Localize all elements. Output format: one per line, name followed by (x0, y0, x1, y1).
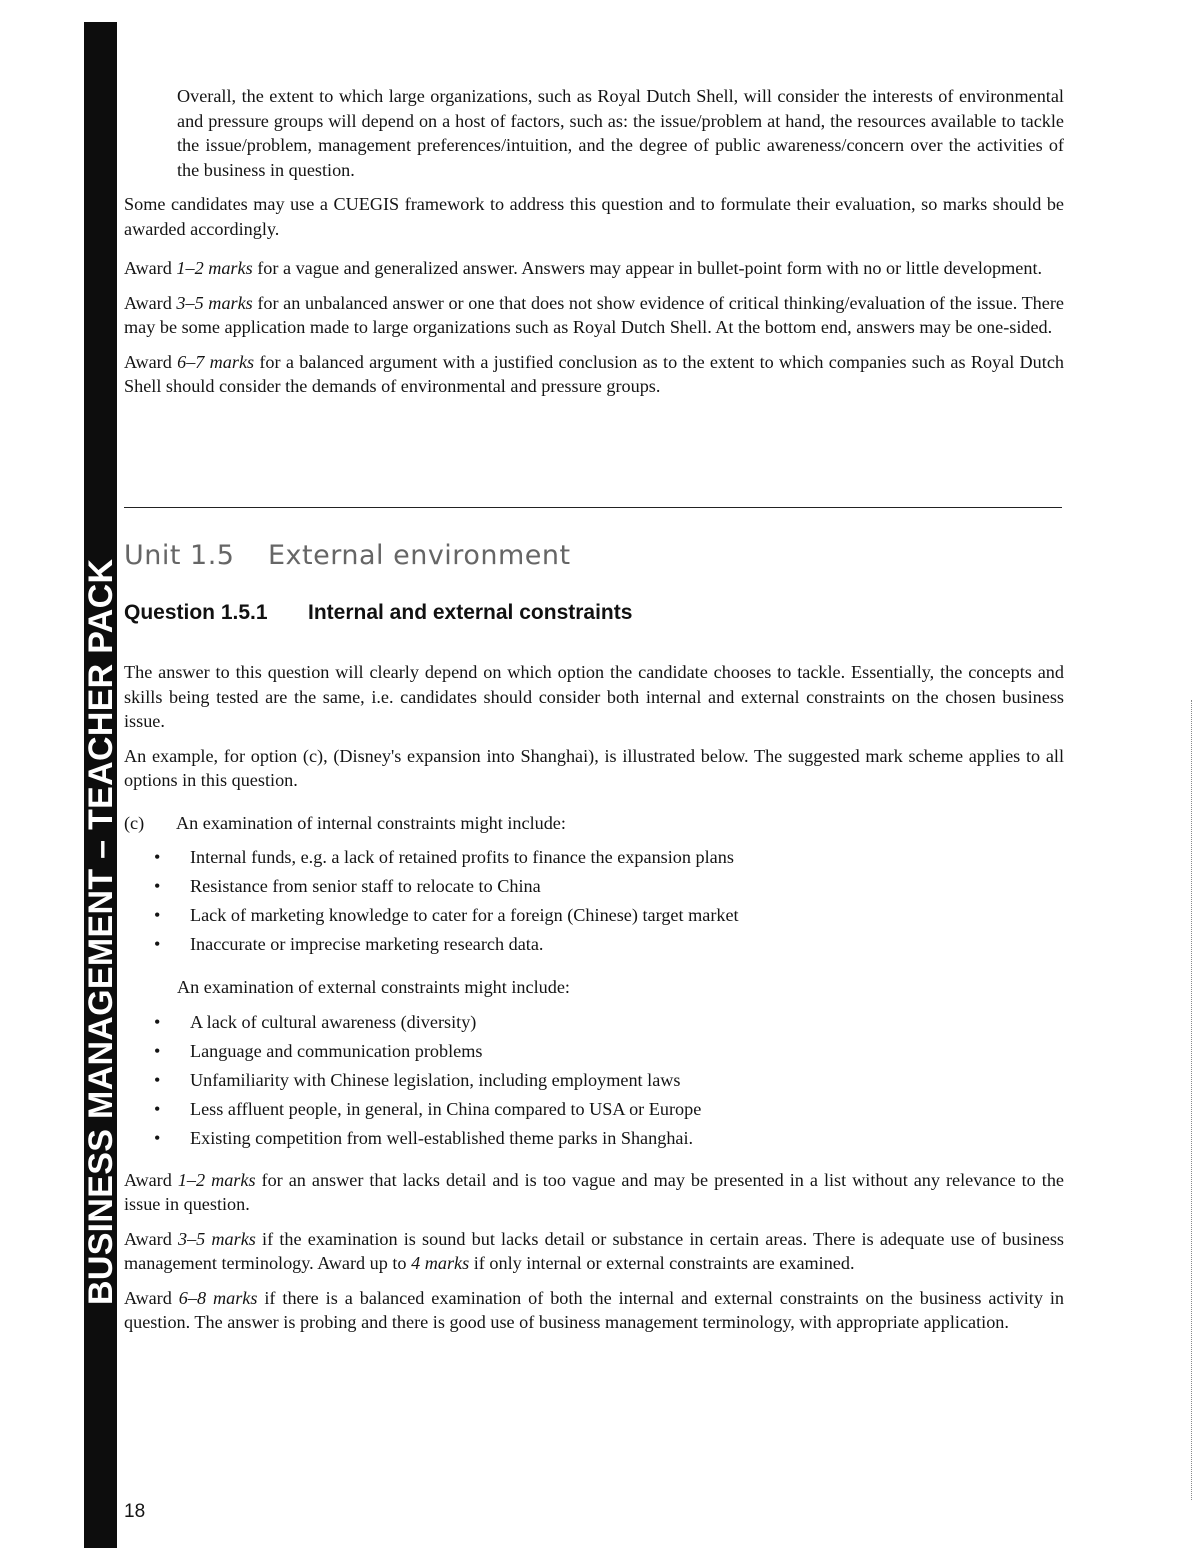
unit-title: External environment (268, 540, 571, 571)
question-heading (124, 601, 632, 625)
overall-paragraph: Overall, the extent to which large organizations, such as Royal Dutch Shell, will consider the interests of environmental and pressure groups will depend on a host of factors, such as: the issue/problem at hand, the resources available to tackle the issue/problem, management preferences/intuition, and the degree of public awareness/concern over the activities of the business in question. (177, 86, 1064, 180)
list-item: • Less affluent people, in general, in China compared to USA or Europe (124, 1095, 1064, 1124)
internal-constraints-list (124, 843, 1064, 959)
option-label: (c) (124, 812, 145, 833)
page-number: 18 (124, 1501, 146, 1522)
unit-heading (124, 540, 571, 571)
list-item: • Existing competition from well-established theme parks in Shanghai. (124, 1124, 1064, 1153)
list-item: • Language and communication problems (124, 1037, 1064, 1066)
question-number: Question 1.5.1 (124, 601, 268, 624)
external-intro: An examination of external constraints might include: (177, 977, 570, 997)
award-1-2-paragraph: Award 1–2 marks for a vague and generalized answer. Answers may appear in bullet-point form with no or little development. (124, 258, 1043, 278)
question-title: Internal and external constraints (308, 601, 633, 624)
list-item: • Unfamiliarity with Chinese legislation, including employment laws (124, 1066, 1064, 1095)
list-item: • Inaccurate or imprecise marketing research data. (124, 930, 1064, 959)
award-b-1-2-paragraph: Award 1–2 marks for an answer that lacks detail and is too vague and may be presented in a list without any relevance to the issue in question. (124, 1169, 1064, 1214)
award-b-6-8-paragraph: Award 6–8 marks if there is a balanced examination of both the internal and external constraints on the business activity in question. The answer is probing and there is good use of business management terminology, with appropriate application. (124, 1287, 1064, 1332)
side-banner-text: BUSINESS MANAGEMENT – TEACHER PACK (82, 558, 120, 1305)
example-paragraph: An example, for option (c), (Disney's expansion into Shanghai), is illustrated below. The suggested mark scheme applies to all options in this question. (124, 745, 1064, 790)
award-6-7-paragraph: Award 6–7 marks for a balanced argument with a justified conclusion as to the extent to which companies such as Royal Dutch Shell should consider the demands of environmental and pressure groups. (124, 351, 1064, 396)
question-body (124, 660, 1064, 1335)
external-constraints-list (124, 1008, 1064, 1153)
list-item: • Internal funds, e.g. a lack of retained profits to finance the expansion plans (124, 843, 1064, 872)
unit-number: Unit 1.5 (124, 540, 235, 571)
scan-edge-marks (1189, 700, 1192, 1500)
section-divider (124, 507, 1062, 508)
list-item: • A lack of cultural awareness (diversity) (124, 1008, 1064, 1037)
intro-paragraph: The answer to this question will clearly depend on which option the candidate chooses to tackle. Essentially, the concepts and skills being tested are the same, i.e. candidates should consider both internal and external constraints on the chosen business issue. (124, 662, 1064, 731)
list-item: • Lack of marketing knowledge to cater for a foreign (Chinese) target market (124, 901, 1064, 930)
list-item: • Resistance from senior staff to relocate to China (124, 872, 1064, 901)
option-c-intro (124, 811, 1064, 836)
award-3-5-paragraph: Award 3–5 marks for an unbalanced answer or one that does not show evidence of critical thinking/evaluation of the issue. There may be some application made to large organizations such as Royal Dutch Shell. At the bottom end, answers may be one-sided. (124, 292, 1064, 337)
cuegis-paragraph: Some candidates may use a CUEGIS framework to address this question and to formulate their evaluation, so marks should be awarded accordingly. (124, 194, 1064, 239)
top-section (124, 84, 1064, 399)
internal-intro: An examination of internal constraints might include: (176, 812, 566, 833)
award-b-3-5-paragraph: Award 3–5 marks if the examination is sound but lacks detail or substance in certain areas. There is adequate use of business management terminology. Award up to 4 marks if only internal or external constraints are examined. (124, 1228, 1064, 1273)
